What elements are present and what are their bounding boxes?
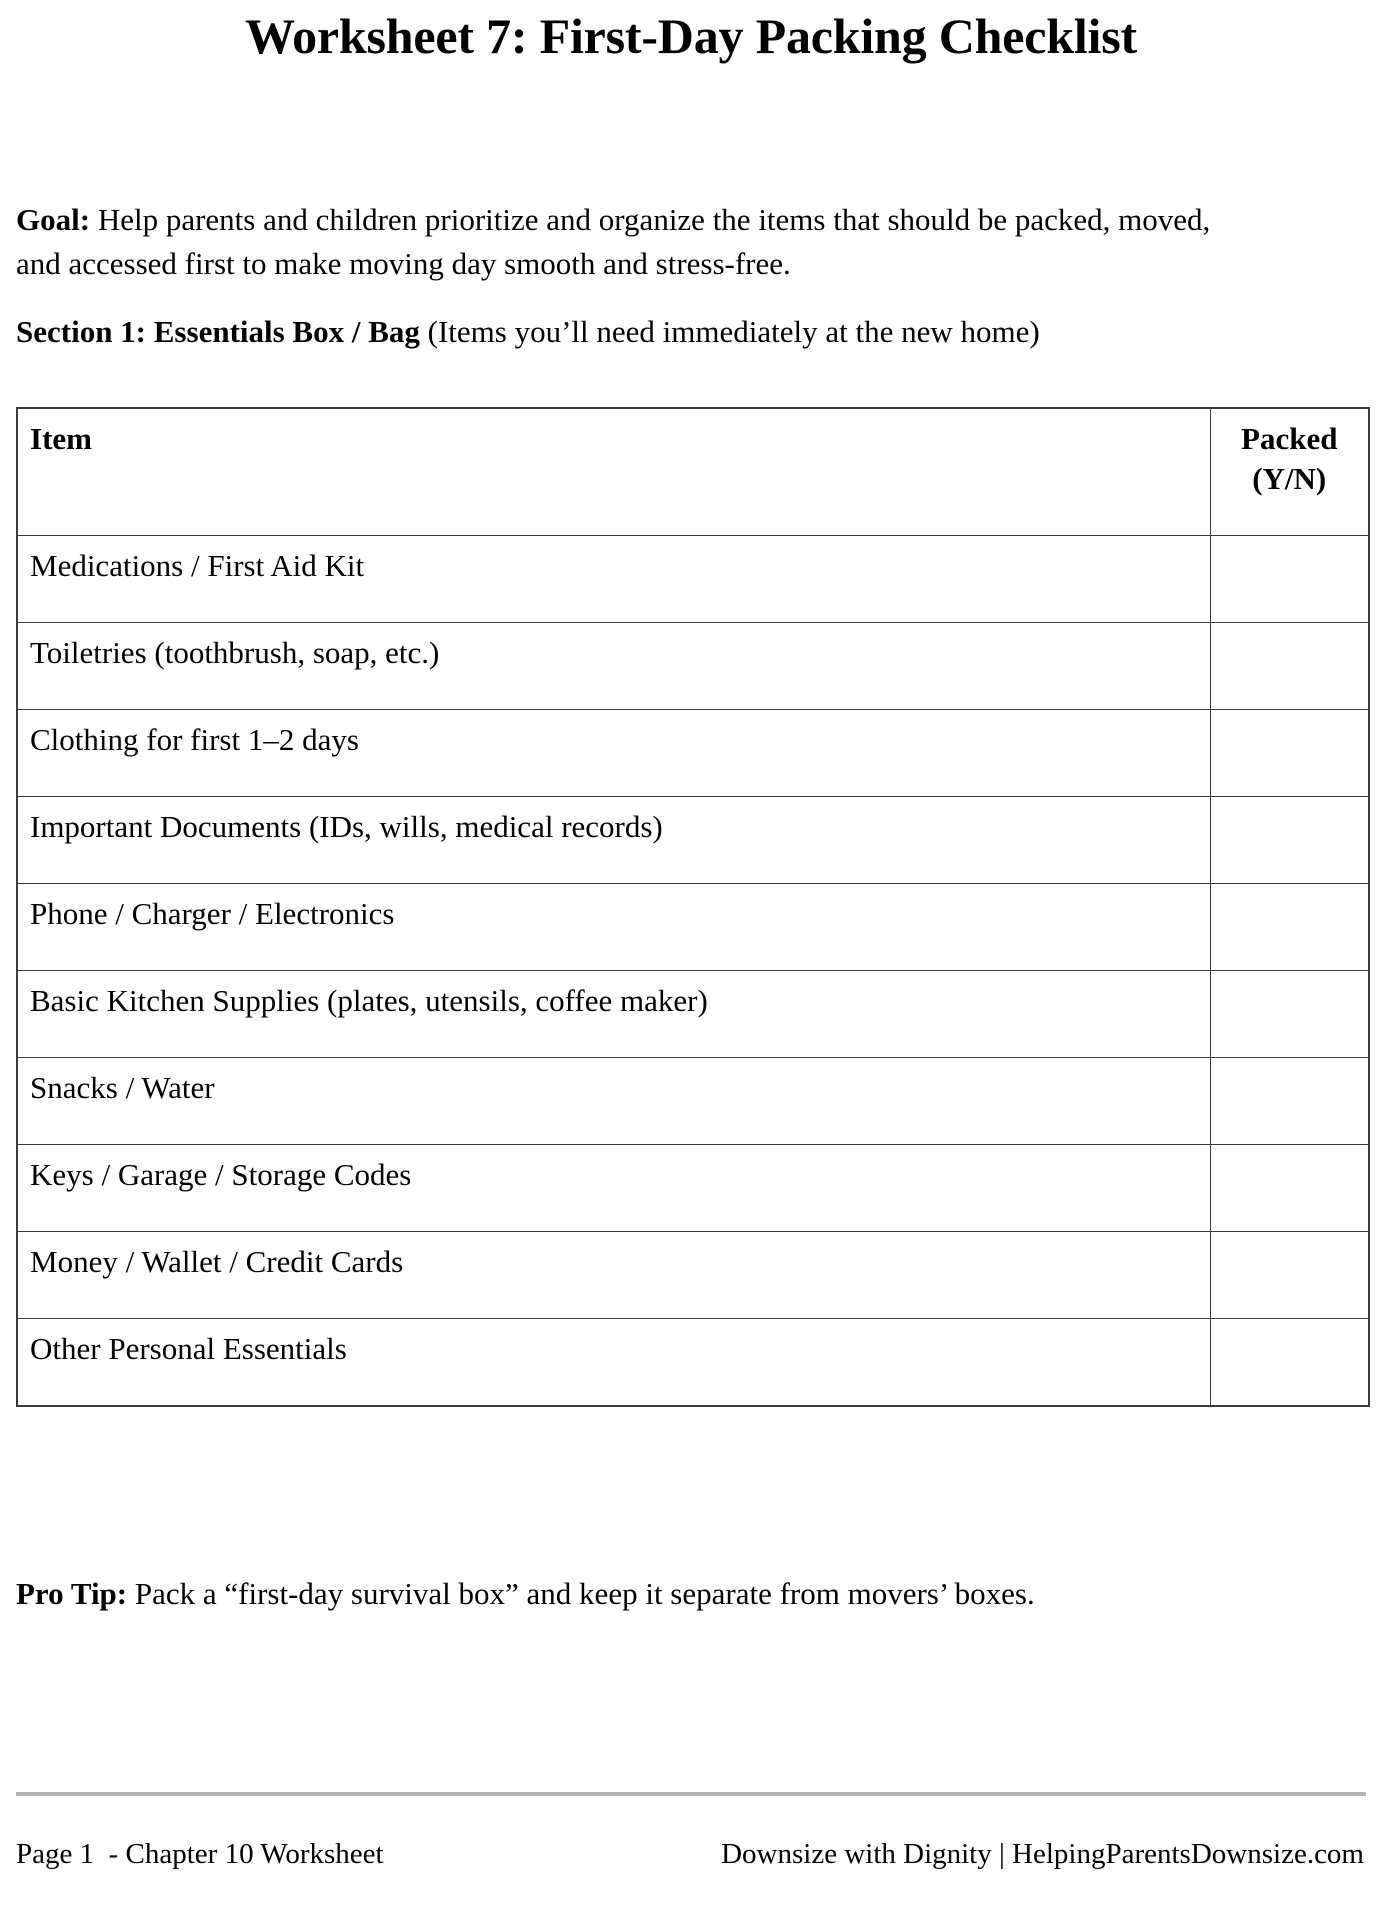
- section-heading: [16, 310, 1366, 354]
- footer-divider: [16, 1792, 1366, 1796]
- pro-tip-text: Pack a “first-day survival box” and keep it separate from movers’ boxes.: [127, 1575, 1035, 1611]
- goal-text: Help parents and children prioritize and organize the items that should be packed, moved, and accessed first to make moving day smooth and stress-free.: [16, 201, 1211, 281]
- cell-packed[interactable]: [1210, 710, 1369, 797]
- cell-item: Important Documents (IDs, wills, medical records): [17, 797, 1210, 884]
- table-row: [17, 1145, 1369, 1232]
- cell-packed[interactable]: [1210, 536, 1369, 623]
- section-label: Section 1: Essentials Box / Bag: [16, 313, 420, 349]
- cell-item: Medications / First Aid Kit: [17, 536, 1210, 623]
- cell-item: Phone / Charger / Electronics: [17, 884, 1210, 971]
- goal-paragraph: [16, 198, 1366, 286]
- table-row: [17, 971, 1369, 1058]
- column-header-packed: [1210, 408, 1369, 536]
- cell-packed[interactable]: [1210, 1145, 1369, 1232]
- cell-item: Keys / Garage / Storage Codes: [17, 1145, 1210, 1232]
- table-header-row: [17, 408, 1369, 536]
- footer-page-info: Page 1 - Chapter 10 Worksheet: [16, 1838, 384, 1870]
- cell-item: Clothing for first 1–2 days: [17, 710, 1210, 797]
- pro-tip-paragraph: [16, 1572, 1366, 1616]
- pro-tip-label: Pro Tip:: [16, 1575, 128, 1611]
- packing-checklist-table: [16, 407, 1370, 1407]
- cell-packed[interactable]: [1210, 1319, 1369, 1406]
- table-row: [17, 797, 1369, 884]
- table-row: [17, 710, 1369, 797]
- cell-packed[interactable]: [1210, 623, 1369, 710]
- table-row: [17, 884, 1369, 971]
- table-body: [17, 536, 1369, 1406]
- cell-item: Snacks / Water: [17, 1058, 1210, 1145]
- footer-brand: Downsize with Dignity | HelpingParentsDownsize.com: [721, 1838, 1364, 1870]
- cell-packed[interactable]: [1210, 797, 1369, 884]
- cell-packed[interactable]: [1210, 1058, 1369, 1145]
- cell-item: Basic Kitchen Supplies (plates, utensils, coffee maker): [17, 971, 1210, 1058]
- footer-content: [16, 1838, 1366, 1871]
- goal-label: Goal:: [16, 201, 91, 237]
- table-row: [17, 623, 1369, 710]
- cell-item: Money / Wallet / Credit Cards: [17, 1232, 1210, 1319]
- column-header-item: Item: [17, 408, 1210, 536]
- table-row: [17, 536, 1369, 623]
- table-header: [17, 408, 1369, 536]
- cell-packed[interactable]: [1210, 971, 1369, 1058]
- column-header-packed-line1: Packed: [1241, 420, 1338, 456]
- cell-packed[interactable]: [1210, 1232, 1369, 1319]
- section-description: (Items you’ll need immediately at the new home): [419, 313, 1040, 349]
- column-header-packed-line2: (Y/N): [1252, 460, 1327, 496]
- cell-packed[interactable]: [1210, 884, 1369, 971]
- cell-item: Other Personal Essentials: [17, 1319, 1210, 1406]
- table-row: [17, 1319, 1369, 1406]
- cell-item: Toiletries (toothbrush, soap, etc.): [17, 623, 1210, 710]
- table-row: [17, 1232, 1369, 1319]
- page-title: Worksheet 7: First-Day Packing Checklist: [245, 8, 1137, 64]
- page-footer: [16, 1792, 1366, 1920]
- table-row: [17, 1058, 1369, 1145]
